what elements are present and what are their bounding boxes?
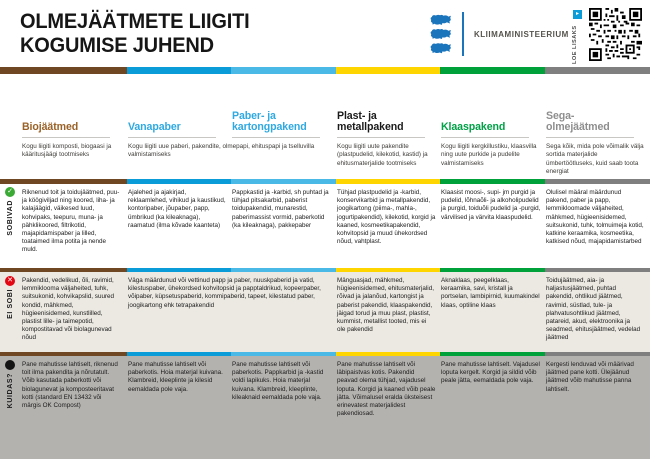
column-title-klaaspakend	[441, 91, 541, 133]
bar-segment-biojaatmed	[0, 67, 127, 74]
category-color-bar-kuidas	[0, 352, 650, 356]
circle-icon	[5, 360, 15, 370]
column-title-plastpakend	[337, 91, 436, 133]
column-title-text: Vanapaber	[128, 120, 181, 133]
cross-icon: ✕	[5, 276, 15, 286]
column-divider	[441, 137, 529, 138]
bar-segment-segaolme	[545, 179, 650, 184]
category-color-bar-header	[0, 67, 650, 74]
column-title-biojaatmed	[22, 91, 121, 133]
cell-eisobi-biojaatmed: Pakendid, vedelikud, õli, ravimid, lemmiklooma väljaheited, tuhk, suitsukonid, kohvikapslid, suured kondid, mähkmed, hügieenisidemed, kunstlilled, plastist lille- ja taimepotid, kompostitavad või biolagunevad nõud	[22, 277, 115, 342]
bar-segment-segaolme	[545, 352, 650, 356]
bar-segment-kartongpakend	[231, 268, 336, 272]
cell-eisobi-segaolme: Toidujäätmed, aia- ja haljastusjäätmed, puhtad pakendid, ohtlikud jäätmed, ravimid, süstlad, tule- ja plahvatusohtlikud jäätmed, patareid, akud, elektroonika ja seadmed, ehitusjäätmed, vedelad jäätmed	[546, 277, 641, 342]
bar-segment-plastpakend	[336, 352, 440, 356]
bar-segment-klaaspakend	[440, 67, 545, 74]
intro-biojaatmed: Kogu liigiti komposti, biogaasi ja kääritusjäägi tootmiseks	[22, 143, 112, 159]
bar-segment-plastpakend	[336, 268, 440, 272]
bar-segment-plastpakend	[336, 179, 440, 184]
cell-kuidas-kartongpakend: Pane mahutisse lahtiselt või paberkotis. Pappkarbid ja -kastid voldi lapikuks. Hoia materjal kuivana. Klambreid, kleeplinte, kileaknaid eemaldada pole vaja.	[232, 361, 324, 401]
qr-caption: LOE LISAKS	[572, 25, 578, 64]
bar-segment-klaaspakend	[440, 352, 545, 356]
column-title-vanapaber	[128, 91, 227, 133]
column-divider	[337, 137, 425, 138]
row-label-kuidas	[0, 360, 20, 408]
intro-segaolme: Sega kõik, mida pole võimalik välja sortida materjalide ümbertöötluseks, kuid saab toota energiat	[546, 143, 644, 175]
column-title-text: Klaaspakend	[441, 120, 506, 133]
row-label-text: KUIDAS?	[6, 373, 14, 409]
column-title-text: Paber- ja kartongpakend	[232, 109, 307, 133]
bar-segment-biojaatmed	[0, 179, 127, 184]
bar-segment-biojaatmed	[0, 352, 127, 356]
intro-paber: Kogu liigiti uue paberi, pakendite, olmepapi, ehituspapi ja tselluvilla valmistamiseks	[128, 143, 315, 159]
intro-plastpakend: Kogu liigiti uute pakendite (plastpudelid, kilekotid, kastid) ja ehitusmaterjalide tootmiseks	[337, 143, 428, 167]
cell-sobivad-klaaspakend: Klaasist moosi-, supi- jm purgid ja pudelid, lõhnaõli- ja alkoholipudelid ja purgid, toiduõli pudelid ja -purgid, värvilised ja värvita klaaspudelid.	[441, 189, 541, 221]
row-label-text: SOBIVAD	[6, 200, 14, 236]
row-label-ei-sobi	[0, 276, 20, 319]
bar-segment-kartongpakend	[231, 67, 336, 74]
row-label-text: EI SOBI	[6, 289, 14, 319]
column-divider	[546, 137, 634, 138]
cell-kuidas-biojaatmed: Pane mahutisse lahtiselt, riknenud toit ilma pakendita ja nõrutatult. Võib kasutada paberkotti või biolagunevat ja komposteeritavat kotti (standard EN 13432 või märgis OK Compost)	[22, 361, 118, 409]
cell-sobivad-kartongpakend: Pappkastid ja -karbid, sh puhtad ja tühjad pitsakarbid, paberist toidupakendid, munarestid, paberimassist vormid, paberkotid (ka kileaknaga), pakkepaber	[232, 189, 329, 229]
bar-segment-plastpakend	[336, 67, 440, 74]
column-divider	[22, 137, 110, 138]
page-title-line2: KOGUMISE JUHEND	[20, 33, 214, 58]
bar-segment-biojaatmed	[0, 268, 127, 272]
column-title-segaolme	[546, 91, 644, 133]
cell-kuidas-segaolme: Kergesti lenduvad või määrivad jäätmed pane kotti. Ülejäänud jäätmed võib mahutisse panna lahtiselt.	[546, 361, 634, 393]
cell-eisobi-plastpakend: Mänguasjad, mähkmed, hügieenisidemed, ehitusmaterjalid, rõivad ja jalanõud, kartongist ja paberist pakendid, klaaspakendid, jäigad torud ja muu plast, plastist, kummist, metallist tooted, mis ei ole pakendid	[337, 277, 434, 334]
bar-segment-vanapaber	[127, 268, 231, 272]
cell-sobivad-plastpakend: Tühjad plastpudelid ja -karbid, konservikarbid ja metallpakendid, joogikartong (piima-, mahla-, jogurtipakendid), kilekotid, korgid ja kaaned, kosmeetikapakendid, kohvitopsid ja muud ühekordsed nõud, vahtplast.	[337, 189, 436, 246]
logo-divider	[462, 12, 464, 56]
cell-sobivad-biojaatmed: Riknenud toit ja toidujäätmed, puu- ja köögiviljad ning koored, liha- ja kalajäägid, väikesed luud, kohvipaks, teepuru, muna- ja pähklikoored, filtrikotid, majapidamispaber ja lilled, toataimed ilma potita ja nende muld.	[22, 189, 120, 254]
bar-segment-klaaspakend	[440, 268, 545, 272]
column-title-text: Plast- ja metallpakend	[337, 109, 404, 133]
category-color-bar-sobivad	[0, 179, 650, 184]
cell-kuidas-klaaspakend: Pane mahutisse lahtiselt. Vajadusel loputa kergelt. Korgid ja sildid võib peale jätta, eemaldada pole vaja.	[441, 361, 540, 385]
column-divider	[128, 137, 216, 138]
cell-sobivad-vanapaber: Ajalehed ja ajakirjad, reklaamlehed, vihikud ja kaustikud, kontoripaber, jõupaber, papp, ümbrikud (ka kileaknaga), raamatud (ilma kõvade kaanteta)	[128, 189, 226, 229]
check-icon: ✓	[5, 187, 15, 197]
bar-segment-vanapaber	[127, 179, 231, 184]
bar-segment-vanapaber	[127, 352, 231, 356]
qr-code-icon	[589, 8, 642, 61]
column-title-text: Sega-olmejäätmed	[546, 109, 610, 133]
intro-klaaspakend: Kogu liigiti kergkillustiku, klaasvilla ning uute purkide ja pudelite valmistamiseks	[441, 143, 537, 167]
bar-segment-vanapaber	[127, 67, 231, 74]
page-title-line1: OLMEJÄÄTMETE LIIGITI	[20, 9, 250, 33]
cell-kuidas-plastpakend: Pane mahutisse lahtiselt või läbipaistvas kotis. Pakendid peavad olema tühjad, vajadusel loputa. Korgid ja kaaned võib peale jätta. Võimalusel eralda üksteisest erinevatest materjalidest pakendiosad.	[337, 361, 436, 418]
estonia-lions-icon	[430, 14, 452, 54]
government-logo	[430, 12, 569, 56]
row-label-sobivad	[0, 187, 20, 236]
ministry-name: KLIIMAMINISTEERIUM	[474, 29, 569, 39]
column-title-text: Biojäätmed	[22, 120, 79, 133]
cell-sobivad-segaolme: Olulisel määral määrdunud pakend, paber ja papp, lemmikloomade väljaheited, mähkmed, hügieenisidemed, suitsukonid, tuhk, tolmuimeja kotid, katkine keraamika, kosmeetika, katkised nõud, majapidamistarbed	[546, 189, 644, 246]
bar-segment-kartongpakend	[231, 179, 336, 184]
bar-segment-segaolme	[545, 67, 650, 74]
cell-eisobi-klaaspakend: Aknaklaas, peegelklaas, keraamika, savi, kristall ja portselan, lambipirnid, kuumakindel klaas, optiline klaas	[441, 277, 540, 309]
bar-segment-klaaspakend	[440, 179, 545, 184]
category-color-bar-eisobi	[0, 268, 650, 272]
column-title-kartongpakend	[232, 91, 332, 133]
qr-arrow-icon: ▸	[573, 10, 582, 19]
column-divider	[232, 137, 320, 138]
bar-segment-kartongpakend	[231, 352, 336, 356]
page-title	[20, 9, 250, 57]
cell-eisobi-paber: Väga määrdunud või vettinud papp ja paber, nuuskpaberid ja vatid, kilestuspaber, ühekordsed kohvitopsid ja papptaldrikud, kopeerpaber, võipaber, küpsetuspaberid, kommipaberid, tapeet, kilestatud paber, joogikartong ehk tetrapakendid	[128, 277, 321, 309]
bar-segment-segaolme	[545, 268, 650, 272]
cell-kuidas-vanapaber: Pane mahutisse lahtiselt või paberkotis. Hoia materjal kuivana. Klambreid, kleeplinte ja kilesid eemaldada pole vaja.	[128, 361, 223, 393]
